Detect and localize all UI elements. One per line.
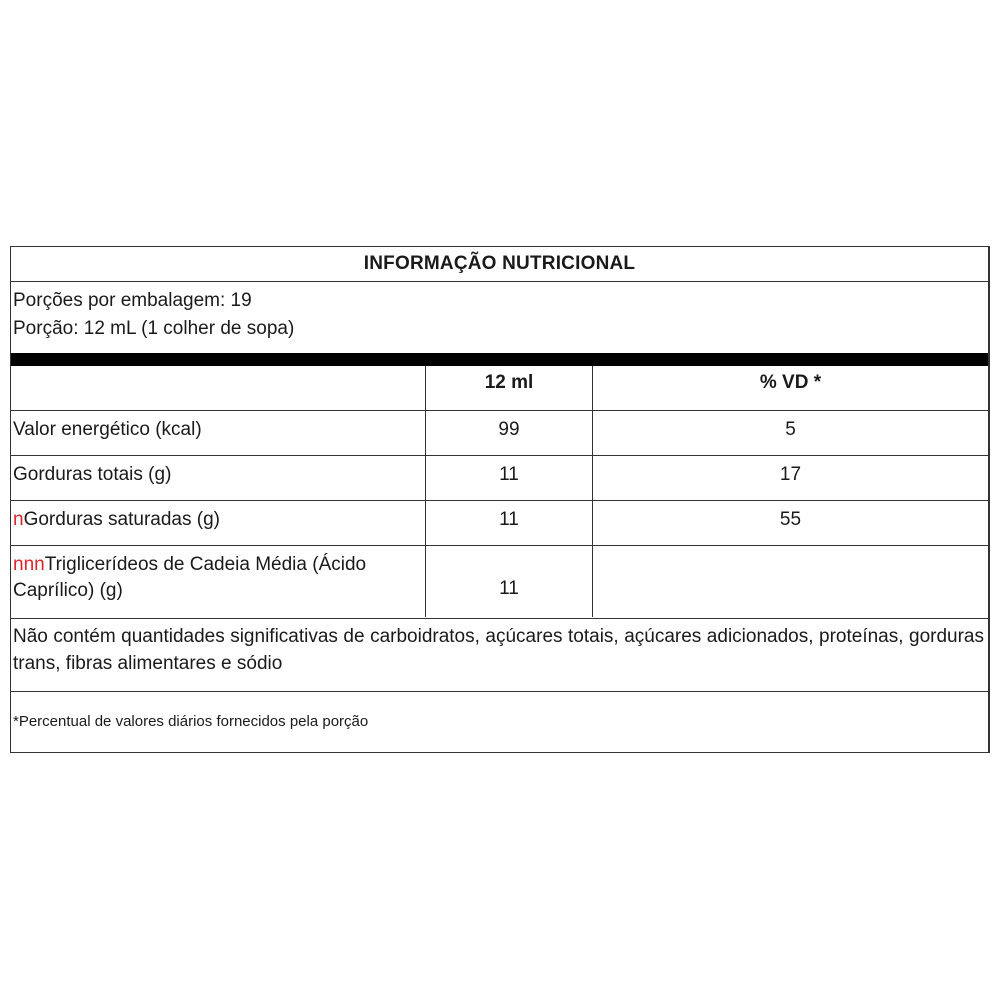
header-daily-value: % VD *	[592, 366, 988, 410]
not-significant-note: Não contém quantidades significativas de carboidratos, açúcares totais, açúcares adicionados, proteínas, gorduras trans, fibras alimentares e sódio	[13, 626, 984, 674]
nutrient-daily-value: 5	[592, 411, 988, 455]
nutrient-name: Valor energético (kcal)	[13, 419, 202, 440]
header-quantity: 12 ml	[425, 366, 592, 410]
nutrition-facts-label	[10, 246, 990, 753]
serving-info	[11, 282, 988, 352]
nutrient-quantity: 11	[425, 501, 592, 545]
nutrient-name: nGorduras saturadas (g)	[13, 509, 220, 530]
nutrient-table	[11, 366, 988, 618]
footnote-row	[11, 691, 988, 753]
nutrient-quantity: 11	[425, 456, 592, 500]
not-significant-note-row	[11, 618, 988, 692]
table-header-row	[11, 366, 988, 411]
nutrient-quantity: 11	[425, 546, 592, 617]
table-row	[11, 411, 988, 456]
nutrient-daily-value: 17	[592, 456, 988, 500]
header-name	[13, 366, 425, 410]
nutrient-name: nnnTriglicerídeos de Cadeia Média (Ácido Caprílico) (g)	[13, 554, 367, 601]
nutrient-daily-value	[592, 546, 988, 617]
row-marker: n	[13, 509, 24, 530]
daily-value-footnote: *Percentual de valores diários fornecidos pela porção	[13, 713, 369, 730]
table-row	[11, 546, 988, 617]
nutrient-name: Gorduras totais (g)	[13, 464, 172, 485]
row-marker: nnn	[13, 554, 45, 575]
label-title: INFORMAÇÃO NUTRICIONAL	[11, 247, 988, 282]
table-row	[11, 456, 988, 501]
nutrient-quantity: 99	[425, 411, 592, 455]
table-row	[11, 501, 988, 546]
servings-per-package: Porções por embalagem: 19	[13, 290, 252, 311]
serving-size: Porção: 12 mL (1 colher de sopa)	[13, 318, 295, 339]
thick-divider	[11, 353, 988, 366]
nutrient-daily-value: 55	[592, 501, 988, 545]
